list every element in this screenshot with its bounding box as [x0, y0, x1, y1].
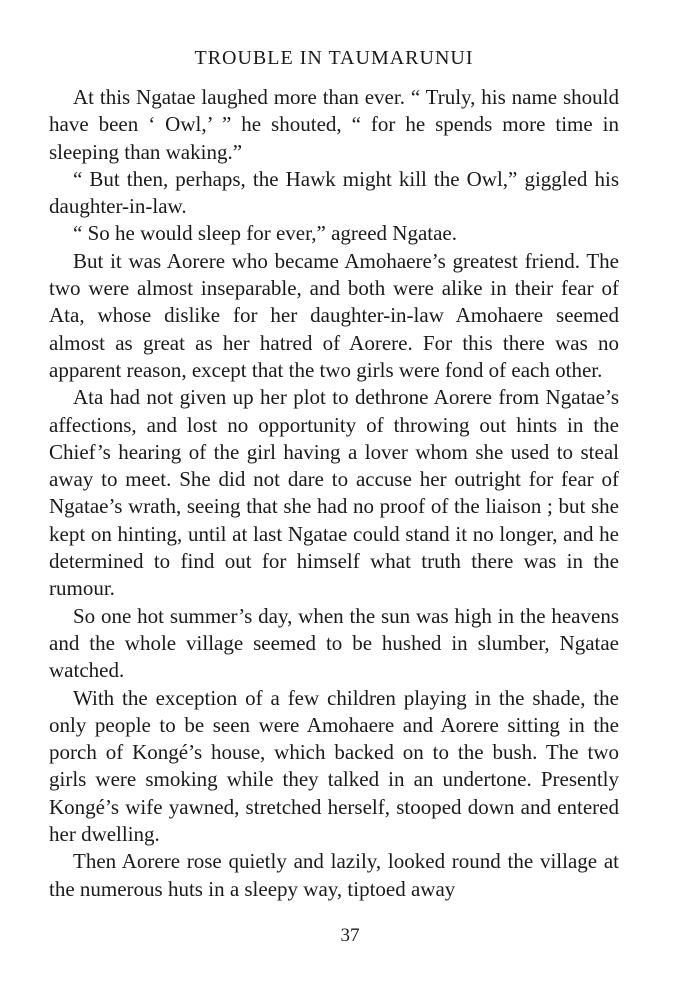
paragraph: Then Aorere rose quietly and lazily, looked round the village at the numerous huts in a sleepy way, tiptoed away — [49, 849, 619, 901]
paragraph: “ So he would sleep for ever,” agreed Ngatae. — [73, 221, 457, 246]
paragraph: “ But then, perhaps, the Hawk might kill the Owl,” giggled his daughter-in-law. — [49, 166, 619, 219]
paragraph: So one hot summer’s day, when the sun was high in the heavens and the whole village seemed to be hushed in slumber, Ngatae watched. — [49, 603, 619, 683]
paragraph: At this Ngatae laughed more than ever. “ Truly, his name should have been ‘ Owl,’ ” he shouted, “ for he spends more time in sleeping than waking.” — [49, 85, 619, 164]
body-text — [49, 84, 619, 903]
book-page — [49, 44, 619, 903]
paragraph: Ata had not given up her plot to dethrone Aorere from Ngatae’s affections, and lost no opportunity of throwing out hints in the Chief’s hearing of the girl having a lover whom she used to steal away to meet. She did not dare to accuse her outright for fear of Ngatae’s wrath, seeing that she had no proof of the liaison ; but she kept on hinting, until at last Ngatae could stand it no longer, and he determined to find out for himself what truth there was in the rumour. — [49, 385, 619, 601]
running-head: TROUBLE IN TAUMARUNUI — [194, 47, 474, 69]
paragraph: With the exception of a few children playing in the shade, the only people to be seen were Amohaere and Aorere sitting in the porch of Kongé’s house, which backed on to the bush. The two girls were smoking while they talked in an undertone. Presently Kongé’s wife yawned, stretched herself, stooped down and entered her dwelling. — [49, 685, 619, 847]
paragraph: But it was Aorere who became Amohaere’s greatest friend. The two were almost inseparable, and both were alike in their fear of Ata, whose dislike for her daughter-in-law Amohaere seemed almost as great as her hatred of Aorere. For this there was no apparent reason, except that the two girls were fond of each other. — [49, 248, 619, 382]
page-number: 37 — [340, 925, 360, 946]
